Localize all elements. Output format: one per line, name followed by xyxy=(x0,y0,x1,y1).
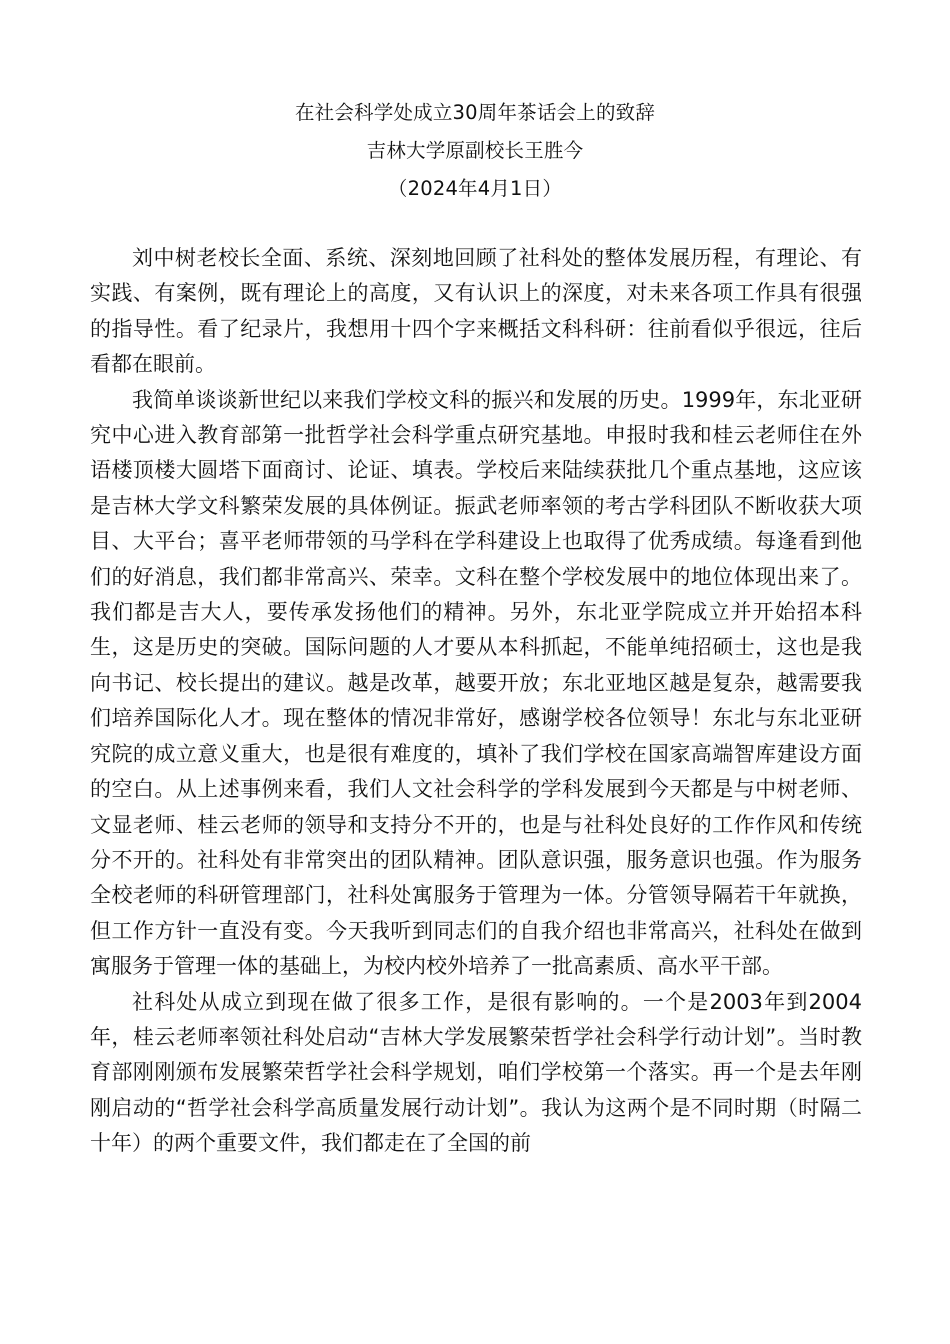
document-header xyxy=(0,94,950,208)
speaker-line: 吉林大学原副校长王胜今 xyxy=(366,139,584,162)
document-body xyxy=(90,241,862,1162)
document-title: 在社会科学处成立30周年茶话会上的致辞 xyxy=(294,101,656,124)
paragraph-3: 社科处从成立到现在做了很多工作，是很有影响的。一个是2003年到2004年，桂云老师率领社科处启动“吉林大学发展繁荣哲学社会科学行动计划”。当时教育部刚刚颁布发展繁荣哲学社会科学规划，咱们学校第一个落实。再一个是去年刚刚启动的“哲学社会科学高质量发展行动计划”。我认为这两个是不同时期（时隔二十年）的两个重要文件，我们都走在了全国的前 xyxy=(90,989,862,1156)
paragraph-1: 刘中树老校长全面、系统、深刻地回顾了社科处的整体发展历程，有理论、有实践、有案例，既有理论上的高度，又有认识上的深度，对未来各项工作具有很强的指导性。看了纪录片，我想用十四个字来概括文科科研：往前看似乎很远，往后看都在眼前。 xyxy=(90,246,862,377)
paragraph-2: 我简单谈谈新世纪以来我们学校文科的振兴和发展的历史。1999年，东北亚研究中心进入教育部第一批哲学社会科学重点研究基地。申报时我和桂云老师住在外语楼顶楼大圆塔下面商讨、论证、填表。学校后来陆续获批几个重点基地，这应该是吉林大学文科繁荣发展的具体例证。振武老师率领的考古学科团队不断收获大项目、大平台；喜平老师带领的马学科在学科建设上也取得了优秀成绩。每逢看到他们的好消息，我们都非常高兴、荣幸。文科在整个学校发展中的地位体现出来了。我们都是吉大人，要传承发扬他们的精神。另外，东北亚学院成立并开始招本科生，这是历史的突破。国际问题的人才要从本科抓起，不能单纯招硕士，这也是我向书记、校长提出的建议。越是改革，越要开放；东北亚地区越是复杂，越需要我们培养国际化人才。现在整体的情况非常好，感谢学校各位领导！东北与东北亚研究院的成立意义重大，也是很有难度的，填补了我们学校在国家高端智库建设方面的空白。从上述事例来看，我们人文社会科学的学科发展到今天都是与中树老师、文显老师、桂云老师的领导和支持分不开的，也是与社科处良好的工作作风和传统分不开的。社科处有非常突出的团队精神。团队意识强，服务意识也强。作为服务全校老师的科研管理部门，社科处寓服务于管理为一体。分管领导隔若干年就换，但工作方针一直没有变。今天我听到同志们的自我介绍也非常高兴，社科处在做到寓服务于管理一体的基础上，为校内校外培养了一批高素质、高水平干部。 xyxy=(90,387,862,979)
date-line: （2024年4月1日） xyxy=(387,177,563,200)
